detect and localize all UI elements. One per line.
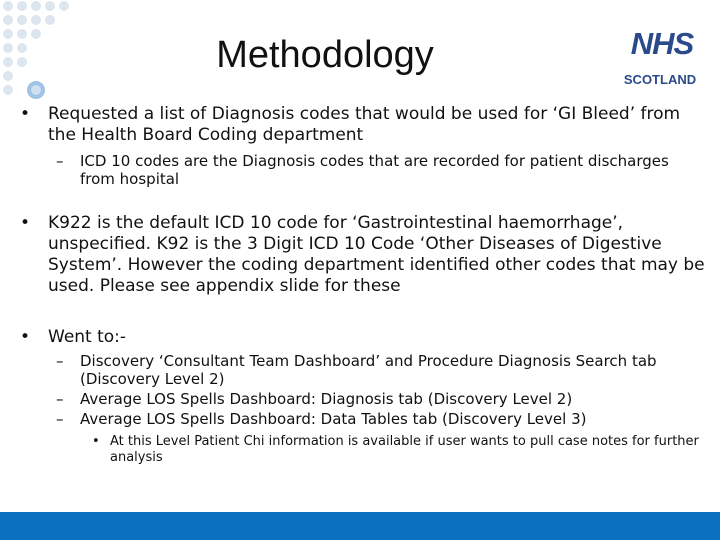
bullet-text: K922 is the default ICD 10 code for ‘Gastrointestinal haemorrhage’, unspecified. K92 is the 3 Digit ICD 10 Code ‘Other Diseases of Digestive System’. However the coding department identified other codes that may be used. Please see appendix slide for these [48, 213, 705, 296]
sub-bullet-text: ICD 10 codes are the Diagnosis codes that are recorded for patient discharges from hospital [80, 152, 669, 188]
bullet-marker: • [20, 327, 31, 347]
bullet-text: Went to:- [48, 327, 127, 347]
nhs-scotland-logo [612, 24, 708, 90]
bullet-text: Requested a list of Diagnosis codes that would be used for ‘GI Bleed’ from the Health Board Coding department [48, 104, 681, 145]
footer-accent-bar [0, 512, 720, 540]
bullet-item [18, 104, 708, 146]
sub-bullet-text: Discovery ‘Consultant Team Dashboard’ and Procedure Diagnosis Search tab (Discovery Level 2) [80, 352, 657, 388]
nhs-logo-text: NHS [630, 26, 694, 61]
sub-sub-bullet-text: At this Level Patient Chi information is available if user wants to pull case notes for further analysis [110, 434, 699, 465]
sub-bullet-item [18, 152, 708, 188]
decorative-dot-pattern [0, 0, 80, 110]
bullet-item [18, 327, 708, 348]
sub-bullet-text: Average LOS Spells Dashboard: Diagnosis tab (Discovery Level 2) [80, 390, 573, 408]
sub-bullet-text: Average LOS Spells Dashboard: Data Tables tab (Discovery Level 3) [80, 410, 587, 428]
slide-title: Methodology [216, 34, 434, 76]
dash-marker: – [56, 152, 64, 170]
bullet-marker: • [92, 434, 100, 449]
sub-bullet-item [18, 390, 708, 408]
nhs-logo-region: SCOTLAND [623, 72, 697, 87]
dash-marker: – [56, 410, 64, 428]
bullet-item [18, 213, 708, 297]
slide-body [18, 104, 708, 466]
bullet-marker: • [20, 213, 31, 233]
sub-bullet-item [18, 410, 708, 428]
bullet-marker: • [20, 104, 31, 124]
dash-marker: – [56, 390, 64, 408]
dash-marker: – [56, 352, 64, 370]
sub-bullet-item [18, 352, 708, 388]
sub-sub-bullet-item [18, 434, 708, 466]
